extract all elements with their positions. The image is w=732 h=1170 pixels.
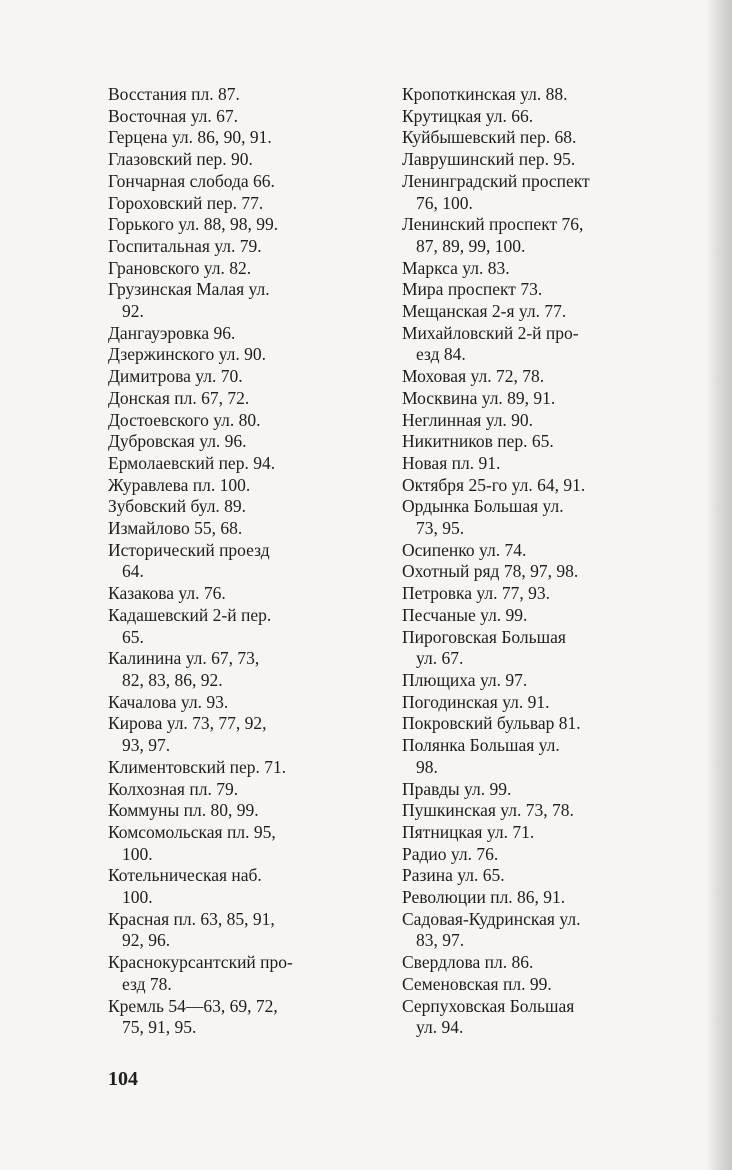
index-entry-text: Мира проспект 73. [402, 279, 543, 300]
index-column-right [402, 84, 664, 1039]
index-entry-text: Песчаные ул. 99. [402, 604, 528, 625]
index-entry [108, 605, 370, 648]
index-entry-text: Охотный ряд 78, 97, 98. [402, 561, 579, 582]
index-entry-text: Кремль 54—63, 69, 72, [108, 995, 278, 1016]
index-entry [402, 279, 664, 301]
index-column-left [108, 84, 370, 1039]
index-entry-text: Пироговская Большая [402, 626, 566, 647]
index-entry-text: Гороховский пер. 77. [108, 192, 264, 213]
index-entry-text: Серпуховская Большая [402, 995, 575, 1016]
index-entry-text: Дубровская ул. 96. [108, 431, 247, 452]
index-entry [108, 800, 370, 822]
index-entry [402, 605, 664, 627]
index-entry-text: Неглинная ул. 90. [402, 409, 534, 430]
index-entry-text: Казакова ул. 76. [108, 583, 226, 604]
index-entry-text: Колхозная пл. 79. [108, 778, 239, 799]
index-entry [108, 757, 370, 779]
index-entry-text: Ермолаевский пер. 94. [108, 452, 276, 473]
index-entry-text: Госпитальная ул. 79. [108, 235, 262, 256]
index-entry-text: Краснокурсантский про- [108, 952, 293, 973]
index-entry-text: Москвина ул. 89, 91. [402, 387, 556, 408]
index-entry-text: Измайлово 55, 68. [108, 518, 243, 539]
index-entry [402, 952, 664, 974]
index-entry-text: Климентовский пер. 71. [108, 756, 287, 777]
index-entry [108, 344, 370, 366]
index-entry-continuation: 82, 83, 86, 92. [122, 669, 223, 690]
index-entry-text: Садовая-Кудринская ул. [402, 908, 581, 929]
index-entry-text: Достоевского ул. 80. [108, 409, 261, 430]
index-entry [402, 627, 664, 670]
index-entry [402, 127, 664, 149]
index-entry-continuation: 100. [122, 887, 153, 908]
index-entry [402, 475, 664, 497]
index-entry-text: Пятницкая ул. 71. [402, 821, 535, 842]
index-entry-text: Семеновская пл. 99. [402, 973, 552, 994]
index-entry-text: Правды ул. 99. [402, 778, 512, 799]
index-entry-continuation: ул. 67. [416, 648, 464, 669]
index-entry-text: Петровка ул. 77, 93. [402, 583, 550, 604]
index-entry [108, 453, 370, 475]
index-entry-text: Ленинградский проспект [402, 170, 590, 191]
index-entry-text: Восстания пл. 87. [108, 84, 240, 104]
index-entry [108, 496, 370, 518]
index-entry [402, 779, 664, 801]
index-entry-text: Крутицкая ул. 66. [402, 105, 534, 126]
index-entry-continuation: 100. [122, 843, 153, 864]
index-entry [402, 844, 664, 866]
index-entry-text: Октября 25-го ул. 64, 91. [402, 474, 586, 495]
index-entry-continuation: 92. [122, 301, 144, 322]
index-entry [402, 84, 664, 106]
index-entry-text: Плющиха ул. 97. [402, 669, 528, 690]
index-entry-text: Осипенко ул. 74. [402, 539, 527, 560]
index-entry [402, 735, 664, 778]
index-entry-text: Радио ул. 76. [402, 843, 499, 864]
index-entry-text: Красная пл. 63, 85, 91, [108, 908, 275, 929]
index-entry-text: Революции пл. 86, 91. [402, 887, 566, 908]
index-entry-text: Димитрова ул. 70. [108, 366, 243, 387]
index-entry [402, 713, 664, 735]
index-entry [108, 323, 370, 345]
index-entry [402, 410, 664, 432]
index-entry-text: Лаврушинский пер. 95. [402, 149, 576, 170]
index-entry [108, 909, 370, 952]
index-entry-text: Качалова ул. 93. [108, 691, 229, 712]
index-entry [402, 822, 664, 844]
index-entry [108, 518, 370, 540]
index-entry [402, 561, 664, 583]
index-entry [108, 583, 370, 605]
index-entry [402, 583, 664, 605]
index-entry-text: Калинина ул. 67, 73, [108, 648, 260, 669]
index-entry [108, 692, 370, 714]
index-entry-text: Дангауэровка 96. [108, 322, 236, 343]
index-entry-text: Моховая ул. 72, 78. [402, 366, 545, 387]
index-entry [402, 431, 664, 453]
index-entry [402, 887, 664, 909]
index-entry-continuation: 64. [122, 561, 144, 582]
index-entry-continuation: 87, 89, 99, 100. [416, 235, 526, 256]
index-entry-text: Пушкинская ул. 73, 78. [402, 800, 574, 821]
index-entry-text: Восточная ул. 67. [108, 105, 239, 126]
page-number: 104 [108, 1068, 138, 1090]
index-entry [402, 909, 664, 952]
index-entry-text: Покровский бульвар 81. [402, 713, 581, 734]
index-entry [108, 475, 370, 497]
index-entry [108, 822, 370, 865]
index-entry-continuation: 83, 97. [416, 930, 465, 951]
index-entry-text: Герцена ул. 86, 90, 91. [108, 127, 272, 148]
index-entry-text: Журавлева пл. 100. [108, 474, 251, 495]
index-entry-text: Горького ул. 88, 98, 99. [108, 214, 279, 235]
index-entry [402, 540, 664, 562]
index-entry-text: Коммуны пл. 80, 99. [108, 800, 259, 821]
index-entry [402, 692, 664, 714]
index-entry [108, 171, 370, 193]
index-entry [108, 149, 370, 171]
index-entry [108, 214, 370, 236]
index-entry [108, 106, 370, 128]
index-entry [402, 453, 664, 475]
index-entry [402, 800, 664, 822]
index-entry-text: Свердлова пл. 86. [402, 952, 534, 973]
index-entry [402, 171, 664, 214]
index-entry-text: Глазовский пер. 90. [108, 149, 253, 170]
index-entry-text: Грановского ул. 82. [108, 257, 252, 278]
index-entry [108, 410, 370, 432]
index-entry-text: Донская пл. 67, 72. [108, 387, 250, 408]
index-entry [108, 84, 370, 106]
index-entry [108, 366, 370, 388]
index-entry [108, 779, 370, 801]
index-entry [108, 431, 370, 453]
page-edge-shadow [706, 0, 732, 1170]
index-entry-text: Гончарная слобода 66. [108, 170, 275, 191]
index-entry-text: Кропоткинская ул. 88. [402, 84, 568, 104]
index-entry-text: Куйбышевский пер. 68. [402, 127, 577, 148]
index-entry [108, 713, 370, 756]
index-entry [402, 496, 664, 539]
index-entry [402, 974, 664, 996]
index-entry-continuation: 92, 96. [122, 930, 171, 951]
index-entry-text: Ордынка Большая ул. [402, 496, 564, 517]
index-entry-text: Грузинская Малая ул. [108, 279, 270, 300]
index-entry [108, 865, 370, 908]
index-entry [108, 648, 370, 691]
index-entry [108, 996, 370, 1039]
index-entry [108, 127, 370, 149]
index-entry-text: Котельническая наб. [108, 865, 262, 886]
index-entry-text: Новая пл. 91. [402, 452, 501, 473]
index-entry-text: Маркса ул. 83. [402, 257, 510, 278]
index-entry [108, 193, 370, 215]
index-entry [402, 301, 664, 323]
index-entry [108, 258, 370, 280]
index-entry [402, 149, 664, 171]
index-entry [402, 258, 664, 280]
index-entry-text: Мещанская 2-я ул. 77. [402, 301, 567, 322]
index-entry-text: Дзержинского ул. 90. [108, 344, 266, 365]
index-entry-text: Никитников пер. 65. [402, 431, 554, 452]
index-entry [402, 996, 664, 1039]
index-entry-text: Зубовский бул. 89. [108, 496, 247, 517]
index-entry [108, 388, 370, 410]
index-entry [402, 323, 664, 366]
index-entry-text: Комсомольская пл. 95, [108, 821, 276, 842]
index-entry [402, 366, 664, 388]
index-entry [402, 865, 664, 887]
index-entry-continuation: 76, 100. [416, 192, 473, 213]
index-entry-continuation: 93, 97. [122, 735, 171, 756]
index-entry [402, 214, 664, 257]
index-entry-text: Ленинский проспект 76, [402, 214, 584, 235]
index-entry-continuation: ул. 94. [416, 1017, 464, 1038]
index-entry-text: Кирова ул. 73, 77, 92, [108, 713, 267, 734]
index-entry-text: Кадашевский 2-й пер. [108, 604, 272, 625]
index-entry [108, 236, 370, 258]
index-entry-continuation: езд 84. [416, 344, 466, 365]
index-entry-text: Погодинская ул. 91. [402, 691, 550, 712]
index-entry [108, 540, 370, 583]
index-entry-text: Полянка Большая ул. [402, 735, 560, 756]
index-entry-continuation: 75, 91, 95. [122, 1017, 197, 1038]
index-entry-continuation: 65. [122, 626, 144, 647]
index-entry-text: Разина ул. 65. [402, 865, 505, 886]
index-entry-text: Исторический проезд [108, 539, 270, 560]
index-entry [402, 670, 664, 692]
index-entry-continuation: 73, 95. [416, 518, 465, 539]
index-entry [402, 106, 664, 128]
index-entry-continuation: езд 78. [122, 973, 172, 994]
index-entry [108, 952, 370, 995]
index-entry [402, 388, 664, 410]
index-entry-continuation: 98. [416, 756, 438, 777]
index-entry [108, 279, 370, 322]
index-entry-text: Михайловский 2-й про- [402, 322, 579, 343]
